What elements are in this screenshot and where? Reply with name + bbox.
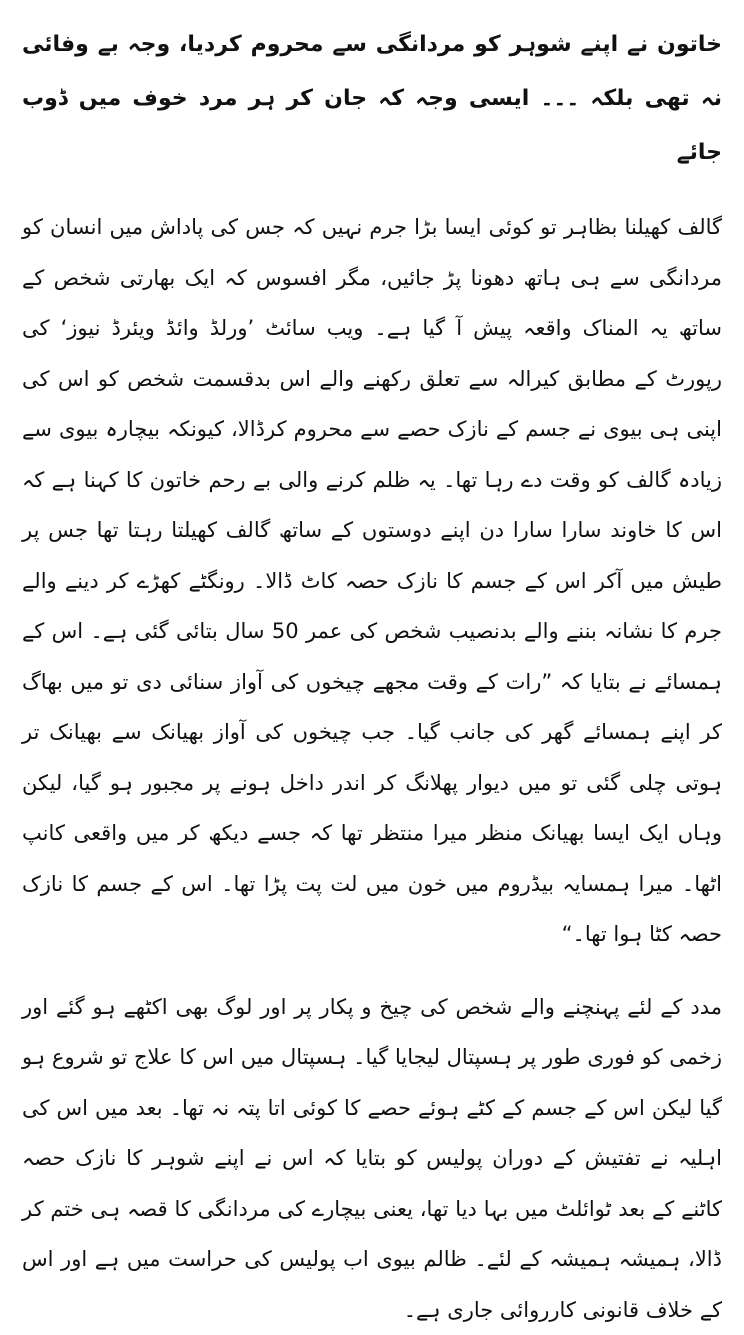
article-paragraph-2: مدد کے لئے پہنچنے والے شخص کی چیخ و پکار پر اور لوگ بھی اکٹھے ہو گئے اور زخمی کو فوری طور پر ہسپتال لیجایا گیا۔ ہسپتال میں اس کا علاج تو شروع ہو گیا لیکن اس کے جسم کے کٹے ہوئے حصے کا کوئی اتا پتہ نہ تھا۔ بعد میں اس کی اہلیہ نے تفتیش کے دوران پولیس کو بتایا کہ اس نے اپنے شوہر کا نازک حصہ کاٹنے کے بعد ٹوائلٹ میں بہا دیا تھا، یعنی بیچارے کی مردانگی کا قصہ ہی ختم کر ڈالا، ہمیشہ ہمیشہ کے لئے۔ ظالم بیوی اب پولیس کی حراست میں ہے اور اس کے خلاف قانونی کارروائی جاری ہے۔: [22, 982, 722, 1335]
article-paragraph-1: گالف کھیلنا بظاہر تو کوئی ایسا بڑا جرم نہیں کہ جس کی پاداش میں انسان کو مردانگی سے ہی ہاتھ دھونا پڑ جائیں، مگر افسوس کہ ایک بھارتی شخص کے ساتھ یہ المناک واقعہ پیش آ گیا ہے۔ ویب سائٹ ’ورلڈ وائڈ ویئرڈ نیوز‘ کی رپورٹ کے مطابق کیرالہ سے تعلق رکھنے والے اس بدقسمت شخص کو اس کی اپنی ہی بیوی نے جسم کے نازک حصے سے محروم کرڈالا، کیونکہ بیچارہ بیوی سے زیادہ گالف کو وقت دے رہا تھا۔ یہ ظلم کرنے والی بے رحم خاتون کا کہنا ہے کہ اس کا خاوند سارا سارا دن اپنے دوستوں کے ساتھ گالف کھیلتا رہتا تھا جس پر طیش میں آکر اس کے جسم کا نازک حصہ کاٹ ڈالا۔ رونگٹے کھڑے کر دینے والے جرم کا نشانہ بننے والے بدنصیب شخص کی عمر 50 سال بتائی گئی ہے۔ اس کے ہمسائے نے بتایا کہ ”رات کے وقت مجھے چیخوں کی آواز سنائی دی تو میں بھاگ کر اپنے ہمسائے گھر کی جانب گیا۔ جب چیخوں کی آواز بھیانک سے بھیانک تر ہوتی چلی گئی تو میں دیوار پھلانگ کر اندر داخل ہونے پر مجبور ہو گیا، لیکن وہاں ایک ایسا بھیانک منظر میرا منتظر تھا کہ جسے دیکھ کر میں واقعی کانپ اٹھا۔ میرا ہمسایہ بیڈروم میں خون میں لت پت پڑا تھا۔ اس کے جسم کا نازک حصہ کٹا ہوا تھا۔“: [22, 202, 722, 960]
article-headline: خاتون نے اپنے شوہر کو مردانگی سے محروم کردیا، وجہ بے وفائی نہ تھی بلکہ ۔۔۔ ایسی وجہ کہ جان کر ہر مرد خوف میں ڈوب جائے: [22, 18, 722, 180]
